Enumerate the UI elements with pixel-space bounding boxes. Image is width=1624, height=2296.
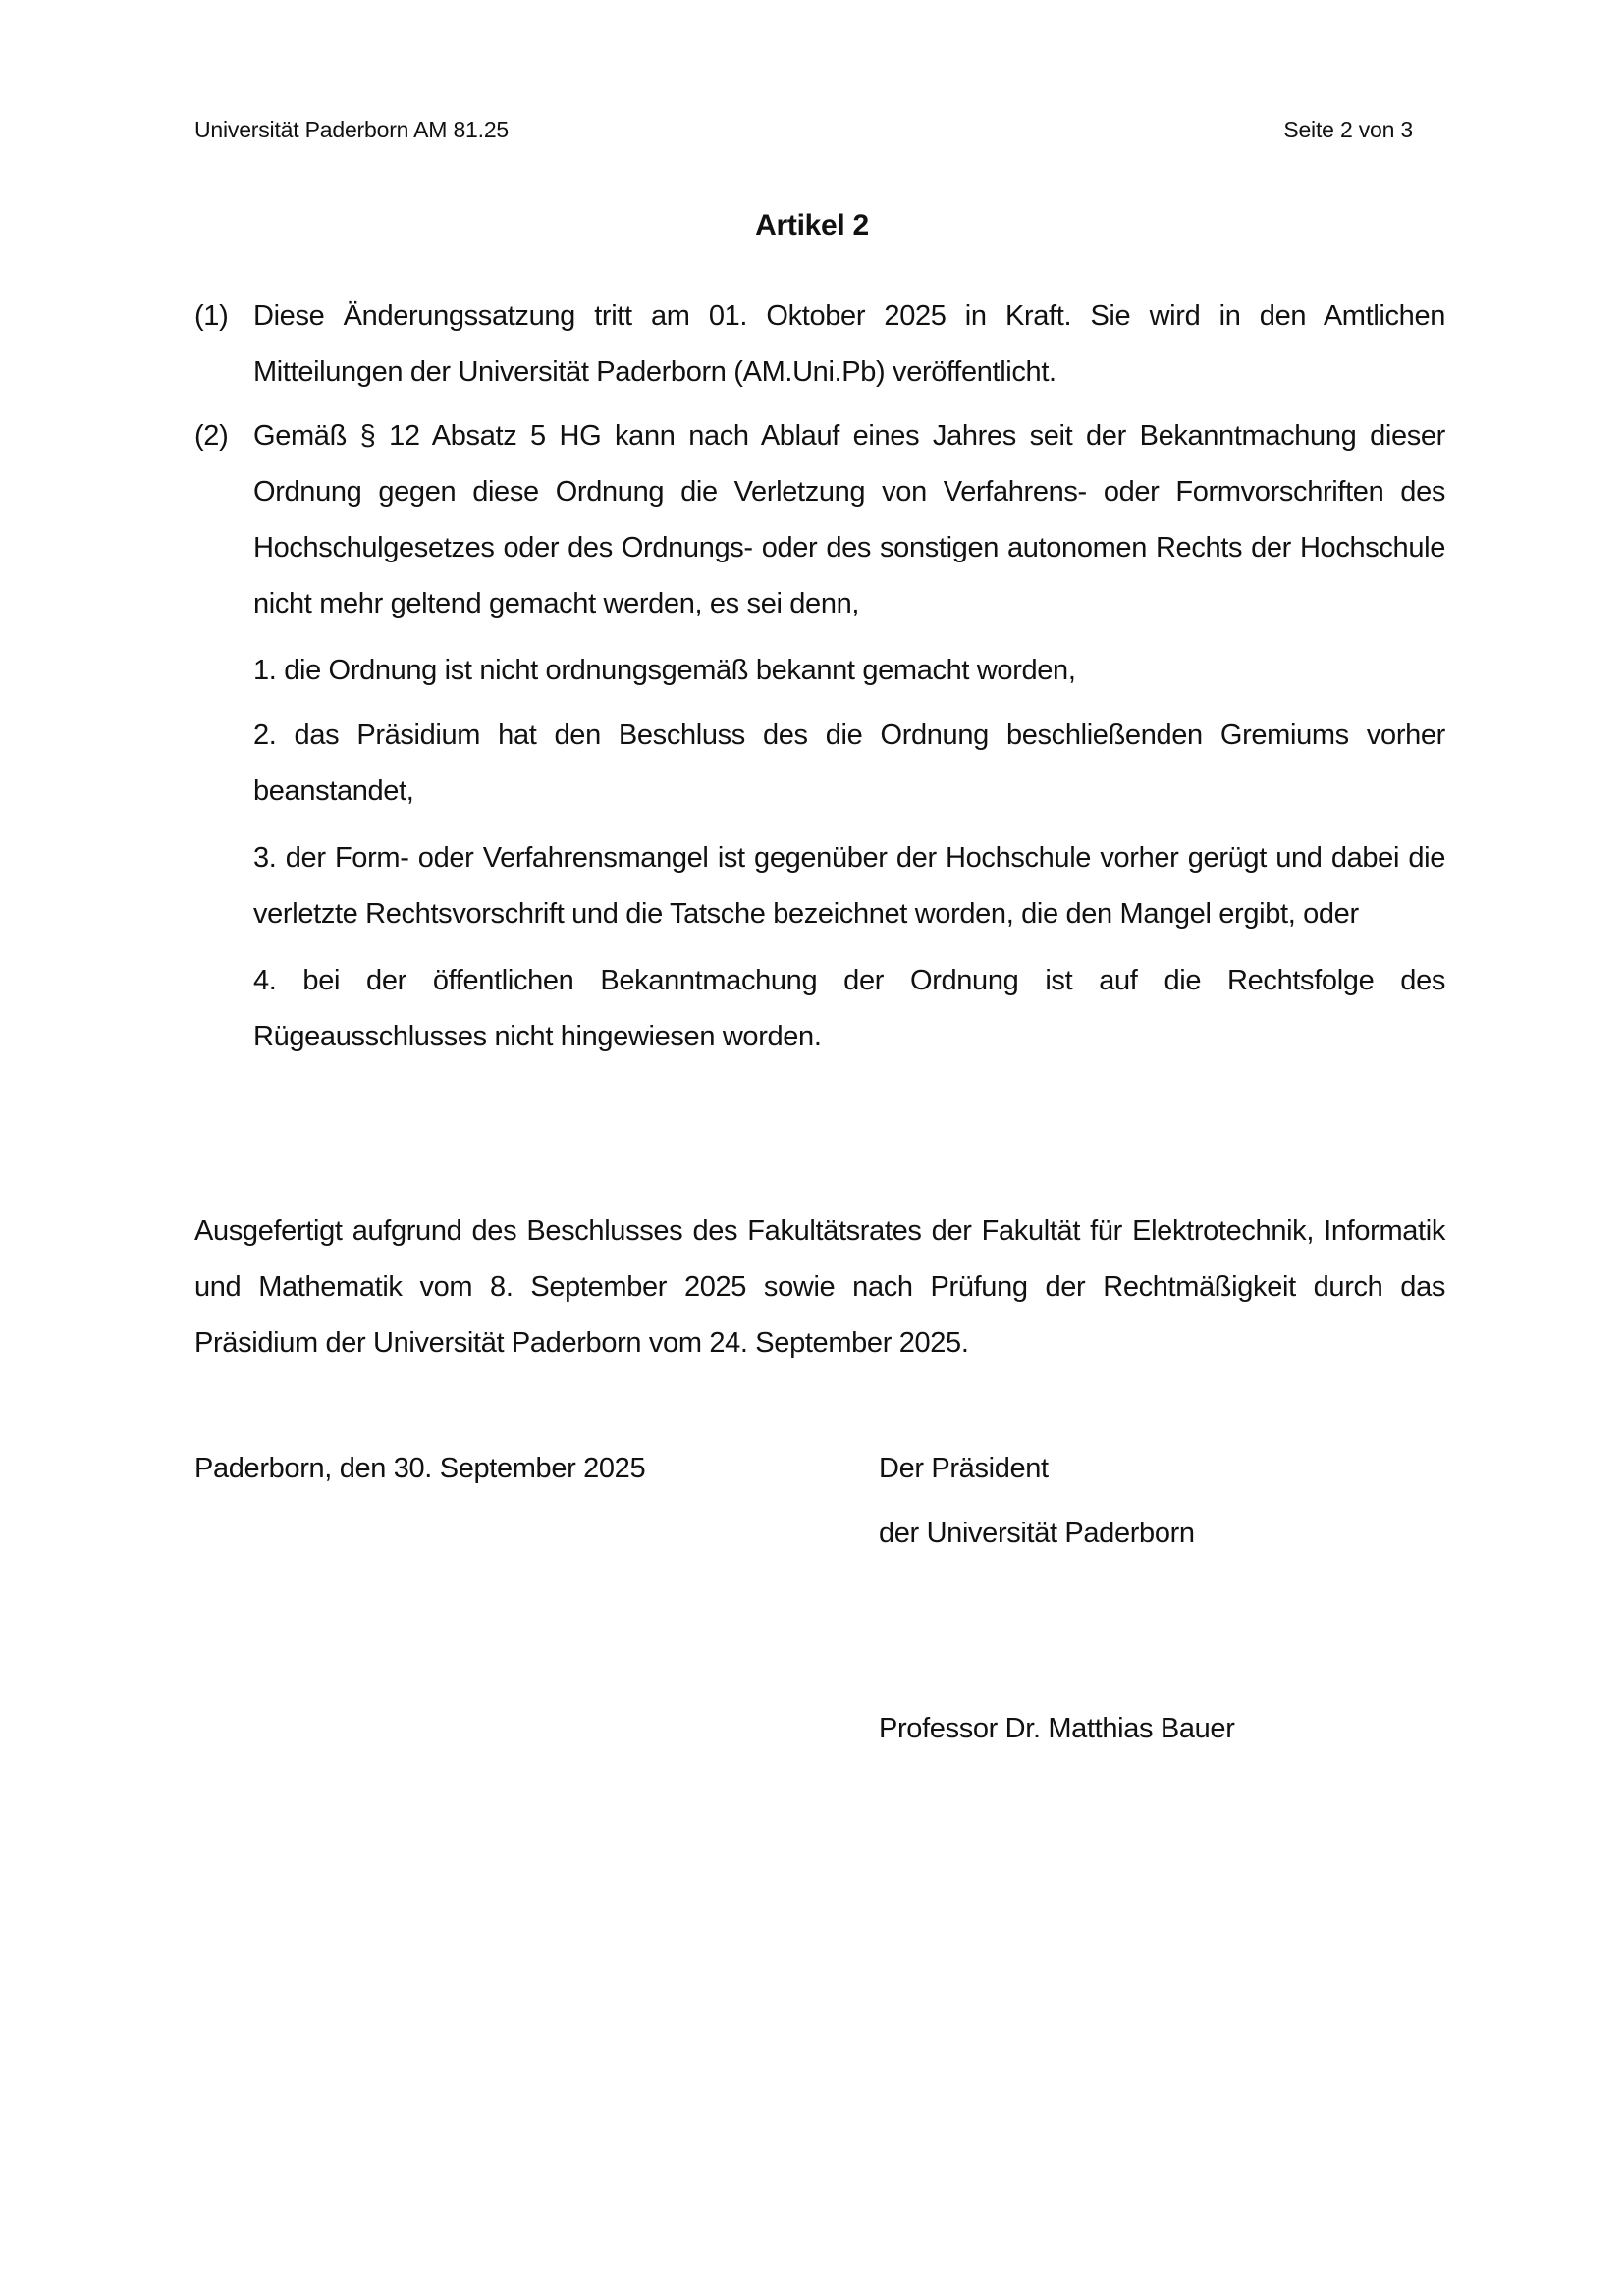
- signatory-institution: der Universität Paderborn: [879, 1518, 1195, 1549]
- header-publication-ref: Universität Paderborn AM 81.25: [194, 117, 510, 142]
- signatory-role: Der Präsident: [879, 1453, 1049, 1484]
- paragraph-text: Diese Änderungssatzung tritt am 01. Oktober 2025 in Kraft. Sie wird in den Amtlichen Mitteilungen der Universität Paderborn (AM.Uni.Pb) veröffentlicht.: [253, 300, 1445, 388]
- list-item-3: 3. der Form- oder Verfahrensmangel ist gegenüber der Hochschule vorher gerügt und dabei die verletzte Rechtsvorschrift und die Tatsche bezeichnet worden, die den Mangel ergibt, oder: [253, 842, 1445, 930]
- paragraph-1: [194, 289, 1445, 400]
- paragraph-number: (2): [194, 420, 229, 452]
- place-date: Paderborn, den 30. September 2025: [194, 1453, 646, 1484]
- list-item-4: 4. bei der öffentlichen Bekanntmachung der Ordnung ist auf die Rechtsfolge des Rügeausschlusses nicht hingewiesen worden.: [253, 965, 1445, 1052]
- list-item-1: 1. die Ordnung ist nicht ordnungsgemäß bekannt gemacht worden,: [253, 655, 1076, 686]
- paragraph-number: (1): [194, 300, 229, 332]
- article-title: Artikel 2: [755, 209, 869, 241]
- header-page-number: Seite 2 von 3: [1283, 117, 1413, 142]
- paragraph-text: Gemäß § 12 Absatz 5 HG kann nach Ablauf eines Jahres seit der Bekanntmachung dieser Ordnung gegen diese Ordnung die Verletzung von Verfahrens- oder Formvorschriften des Hochschulgesetzes oder des Ordnungs- oder des sonstigen autonomen Rechts der Hochschule nicht mehr geltend gemacht werden, es sei denn,: [253, 420, 1445, 619]
- paragraph-2: [194, 408, 1445, 632]
- closing-statement: Ausgefertigt aufgrund des Beschlusses des Fakultätsrates der Fakultät für Elektrotechnik, Informatik und Mathematik vom 8. September 2025 sowie nach Prüfung der Rechtmäßigkeit durch das Präsidium der Universität Paderborn vom 24. September 2025.: [194, 1215, 1445, 1359]
- signatory-name: Professor Dr. Matthias Bauer: [879, 1713, 1235, 1744]
- list-item-2: 2. das Präsidium hat den Beschluss des die Ordnung beschließenden Gremiums vorher beanstandet,: [253, 720, 1445, 807]
